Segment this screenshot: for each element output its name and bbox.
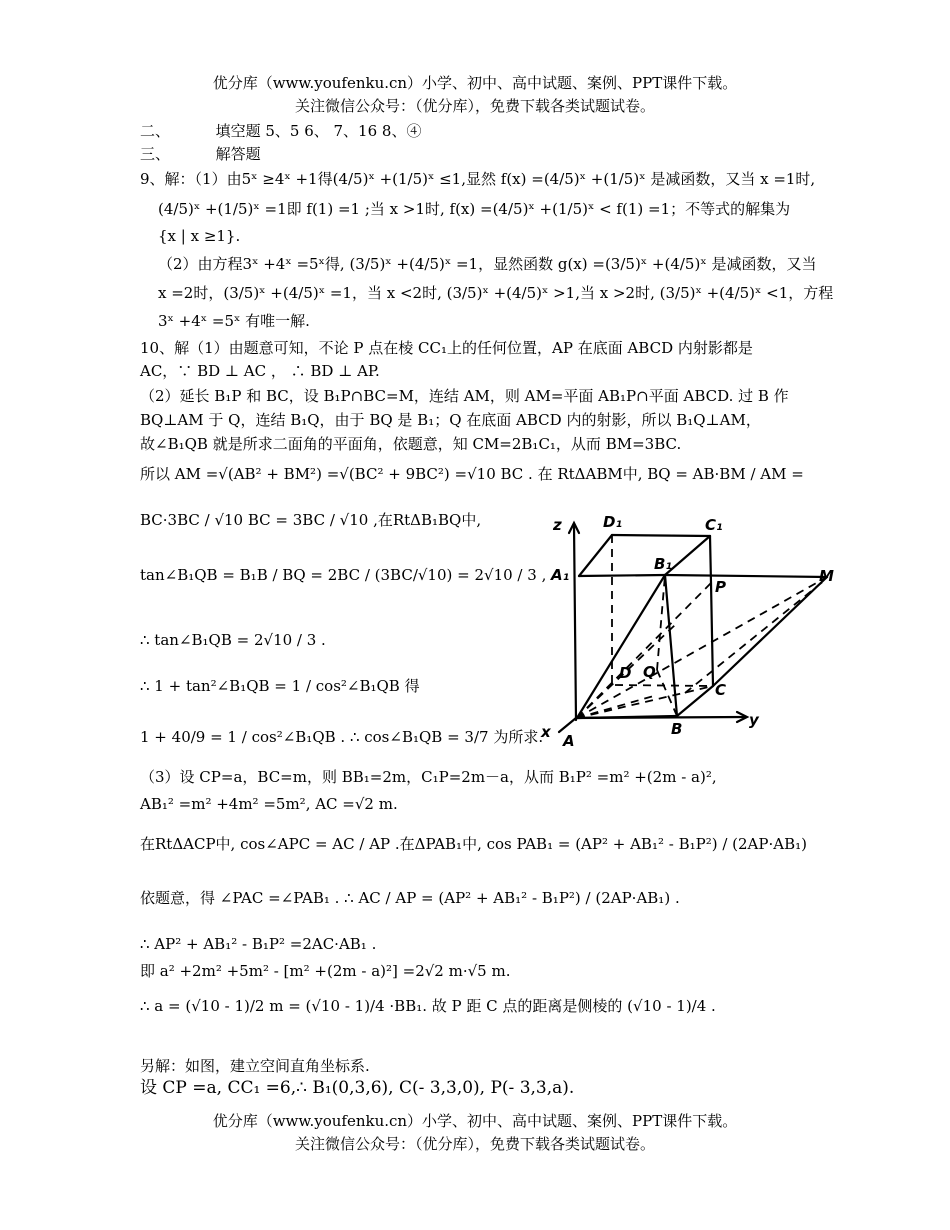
q10-line-5: 故∠B₁QB 就是所求二面角的平面角，依题意，知 CM=2B₁C₁，从而 BM=3BC.	[140, 435, 682, 453]
q10-line-16: ∴ AP² + AB₁² - B₁P² =2AC·AB₁ .	[140, 935, 377, 953]
q10-line-14: 在RtΔACP中, cos∠APC = AC / AP .在ΔPAB₁中, cos PAB₁ = (AP² + AB₁² - B₁P²) / (2AP·AB₁)	[140, 835, 807, 853]
label-y: y	[749, 711, 759, 729]
q10-line-18: ∴ a = (√10 - 1)/2 m = (√10 - 1)/4 ·BB₁. 故 P 距 C 点的距离是侧棱的 (√10 - 1)/4 .	[140, 997, 716, 1015]
label-m: M	[819, 567, 834, 585]
label-a: A	[563, 732, 575, 750]
section-solutions	[140, 144, 261, 164]
label-b1: B₁	[654, 555, 673, 573]
q9-line-2: (4/5)ˣ +(1/5)ˣ =1即 f(1) =1 ;当 x >1时, f(x) =(4/5)ˣ +(1/5)ˣ < f(1) =1；不等式的解集为	[158, 200, 791, 218]
section-title: 解答题	[215, 145, 261, 163]
q9-line-3: {x | x ≥1}.	[158, 227, 241, 245]
label-c: C	[715, 681, 727, 699]
q10-line-10: ∴ 1 + tan²∠B₁QB = 1 / cos²∠B₁QB 得	[140, 677, 420, 695]
label-q: Q	[643, 663, 656, 681]
q10-line-2: AC，∵ BD ⊥ AC ， ∴ BD ⊥ AP.	[140, 362, 380, 380]
q9-line-5: x =2时，(3/5)ˣ +(4/5)ˣ =1，当 x <2时, (3/5)ˣ +(4/5)ˣ >1,当 x >2时, (3/5)ˣ +(4/5)ˣ <1，方程	[158, 284, 834, 302]
q10-line-12: （3）设 CP=a，BC=m，则 BB₁=2m，C₁P=2m－a，从而 B₁P² =m² +(2m - a)²,	[140, 768, 717, 786]
q10-line-11: 1 + 40/9 = 1 / cos²∠B₁QB . ∴ cos∠B₁QB = 3/7 为所求.	[140, 728, 544, 746]
footer-line-2: 关注微信公众号：（优分库），免费下载各类试题试卷。	[294, 1135, 655, 1153]
header-line-2: 关注微信公众号：（优分库），免费下载各类试题试卷。	[294, 97, 655, 115]
header-line-1: 优分库（www.youfenku.cn）小学、初中、高中试题、案例、PPT课件下载。	[212, 74, 738, 92]
q10-line-1: 10、解（1）由题意可知，不论 P 点在棱 CC₁上的任何位置，AP 在底面 ABCD 内射影都是	[140, 339, 753, 357]
q10-line-3: （2）延长 B₁P 和 BC，设 B₁P∩BC=M，连结 AM，则 AM=平面 AB₁P∩平面 ABCD. 过 B 作	[140, 387, 789, 405]
label-z: z	[553, 516, 562, 534]
q9-line-1: 9、解：（1）由5ˣ ≥4ˣ +1得(4/5)ˣ +(1/5)ˣ ≤1,显然 f(x) =(4/5)ˣ +(1/5)ˣ 是减函数，又当 x =1时,	[140, 170, 816, 188]
label-b: B	[671, 720, 683, 738]
geometry-figure	[535, 505, 845, 750]
q10-line-6: 所以 AM =√(AB² + BM²) =√(BC² + 9BC²) =√10 BC . 在 RtΔABM中, BQ = AB·BM / AM =	[140, 465, 804, 483]
section-number: 二、	[140, 122, 171, 140]
q10-line-20: 设 CP =a, CC₁ =6,∴ B₁(0,3,6), C(- 3,3,0), P(- 3,3,a).	[140, 1078, 575, 1098]
label-d1: D₁	[603, 513, 623, 531]
footer-line-1: 优分库（www.youfenku.cn）小学、初中、高中试题、案例、PPT课件下载。	[212, 1112, 738, 1130]
q10-line-17: 即 a² +2m² +5m² - [m² +(2m - a)²] =2√2 m·√5 m.	[140, 962, 511, 980]
label-c1: C₁	[705, 516, 723, 534]
q10-line-13: AB₁² =m² +4m² =5m², AC =√2 m.	[140, 795, 398, 813]
q9-line-6: 3ˣ +4ˣ =5ˣ 有唯一解.	[158, 312, 310, 330]
label-d: D	[619, 664, 632, 682]
section-answers: 填空题 5、5 6、 7、16 8、④	[215, 122, 422, 140]
label-a1: A₁	[551, 566, 570, 584]
q9-line-4: （2）由方程3ˣ +4ˣ =5ˣ得, (3/5)ˣ +(4/5)ˣ =1，显然函数 g(x) =(3/5)ˣ +(4/5)ˣ 是减函数，又当	[158, 255, 817, 273]
label-p: P	[715, 578, 726, 596]
section-fill-in	[140, 121, 421, 141]
label-x: x	[541, 723, 551, 741]
q10-line-15: 依题意，得 ∠PAC =∠PAB₁ . ∴ AC / AP = (AP² + AB₁² - B₁P²) / (2AP·AB₁) .	[140, 889, 680, 907]
q10-line-4: BQ⊥AM 于 Q，连结 B₁Q，由于 BQ 是 B₁；Q 在底面 ABCD 内的射影，所以 B₁Q⊥AM，	[140, 411, 761, 429]
q10-line-9: ∴ tan∠B₁QB = 2√10 / 3 .	[140, 631, 326, 649]
section-number: 三、	[140, 145, 171, 163]
q10-line-8: tan∠B₁QB = B₁B / BQ = 2BC / (3BC/√10) = 2√10 / 3 ,	[140, 566, 547, 584]
q10-line-7: BC·3BC / √10 BC = 3BC / √10 ,在RtΔB₁BQ中,	[140, 511, 482, 529]
q10-line-19: 另解：如图，建立空间直角坐标系.	[140, 1057, 370, 1075]
